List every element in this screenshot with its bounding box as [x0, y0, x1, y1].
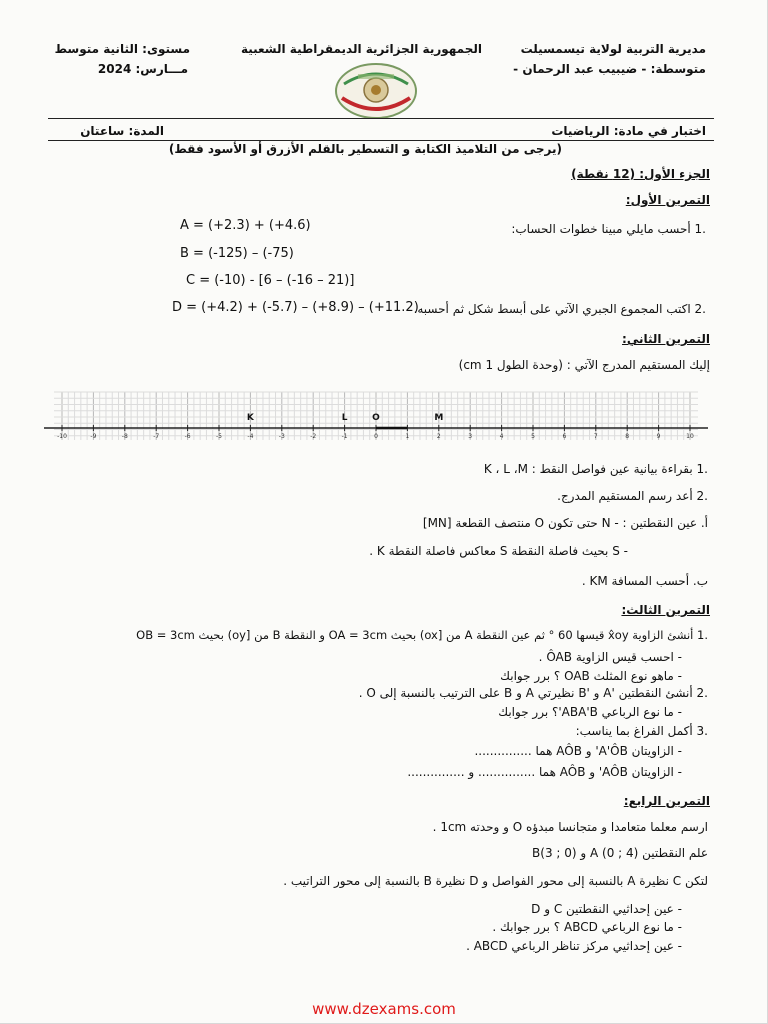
point-label-l: L: [341, 413, 348, 423]
axis-tick-label: -3: [278, 433, 285, 440]
axis-tick-label: -5: [216, 433, 222, 440]
ex2-intro: إليك المستقيم المدرج الآتي : (وحدة الطول 1 cm): [458, 358, 710, 372]
axis-tick-label: 0: [374, 433, 378, 440]
ex4-b2: - ما نوع الرباعي ABCD ؟ برر جوابك .: [492, 920, 682, 934]
header-divider-bottom: [48, 140, 714, 141]
point-label-m: M: [434, 413, 444, 423]
ex2-qa: أ. عين النقطتين : - N حتى تكون O منتصف القطعة [MN]: [422, 516, 708, 530]
ex2-title: التمرين الثاني:: [622, 332, 710, 346]
axis-tick-label: 9: [656, 433, 661, 440]
exam-duration: المدة: ساعتان: [80, 124, 164, 138]
directorate-line: مديرية التربية لولاية تيسمسيلت: [520, 42, 706, 56]
axis-tick-label: 2: [436, 433, 441, 440]
axis-tick-label: 8: [625, 433, 630, 440]
ex3-b4: - الزاويتان A'ÔB' و AÔB هما ...............: [474, 744, 682, 758]
ex4-l1: ارسم معلما متعامدا و متجانسا مبدؤه O و وحدته 1cm .: [432, 820, 708, 834]
ex3-b3: - ما نوع الرباعي ABA'B'؟ برر جوابك: [498, 705, 682, 719]
ministry-logo: [328, 60, 424, 122]
axis-tick-label: -2: [310, 433, 317, 440]
ex4-l2: علم النقطتين A (0 ; 4) و B(3 ; 0): [532, 846, 708, 860]
ex1-q2: .2 اكتب المجموع الجبري الآتي على أبسط شكل ثم أحسبه.: [413, 302, 706, 316]
axis-tick-label: 1: [405, 433, 410, 440]
point-label-o: O: [372, 413, 380, 423]
axis-tick-label: 3: [468, 433, 473, 440]
axis-tick-label: 10: [686, 433, 694, 440]
expr-B: B = (-125) – (-75): [180, 246, 294, 261]
axis-tick-label: -7: [153, 433, 160, 440]
ex2-q2: .2 أعد رسم المستقيم المدرج.: [557, 489, 708, 503]
ex3-q2: .2 أنشئ النقطتين 'A و 'B نظيرتي A و B على الترتيب بالنسبة إلى O .: [358, 686, 708, 700]
axis-tick-label: 7: [593, 433, 598, 440]
ex3-b1: - احسب قيس الزاوية ÔAB .: [538, 650, 682, 664]
ex4-b3: - عين إحداثيي مركز تناظر الرباعي ABCD .: [466, 939, 682, 953]
ex3-b5: - الزاويتان AÔB' و AÔB هما ............... و ...............: [407, 765, 682, 779]
axis-tick-label: -6: [184, 433, 191, 440]
ex4-l3: لتكن C نظيرة A بالنسبة إلى محور الفواصل و D نظيرة B بالنسبة إلى محور التراتيب .: [283, 874, 708, 888]
ex3-q1: .1 أنشئ الزاوية x̂oy قيسها 60 ° ثم عين النقطة A من [ox) بحيث OA = 3cm و النقطة B من [oy) بحيث OB = 3cm: [136, 628, 708, 642]
footer-site-link[interactable]: www.dzexams.com: [312, 1000, 456, 1018]
axis-tick-label: -10: [57, 433, 67, 440]
expr-C: C = (-10) - [6 – (-16 – 21)]: [186, 273, 355, 288]
ex1-title: التمرين الأول:: [625, 193, 710, 207]
header-divider-top: [48, 118, 714, 119]
axis-tick-label: 6: [562, 433, 567, 440]
ex2-qb: ب. أحسب المسافة KM .: [581, 574, 708, 588]
exam-subject: اختبار في مادة: الرياضيات: [551, 124, 706, 138]
ex2-q1: .1 بقراءة بيانية عين فواصل النقط : K ، L ،M: [483, 462, 708, 476]
ex4-b1: - عين إحداثيي النقطتين C و D: [531, 902, 682, 916]
date-line: مـــارس: 2024: [97, 62, 188, 76]
ex3-b2: - ماهو نوع المثلث OAB ؟ برر جوابك: [500, 669, 682, 683]
school-line: متوسطة: - ضيبيب عبد الرحمان -: [513, 62, 706, 76]
point-label-k: K: [246, 413, 254, 423]
ex2-qa2: - S بحيث فاصلة النقطة S معاكس فاصلة النقطة K .: [369, 544, 628, 558]
ex4-title: التمرين الرابع:: [623, 794, 710, 808]
axis-tick-label: -1: [341, 433, 348, 440]
part1-title: الجزء الأول: (12 نقطة): [571, 167, 710, 181]
axis-tick-label: -4: [247, 433, 254, 440]
expr-A: A = (+2.3) + (+4.6): [180, 218, 311, 233]
republic-title: الجمهورية الجزائرية الديمقراطية الشعبية: [240, 42, 482, 56]
expr-D: D = (+4.2) + (-5.7) – (+8.9) – (+11.2): [172, 300, 419, 315]
instruction-line: (يرجى من التلاميذ الكتابة و التسطير بالقلم الأزرق أو الأسود فقط): [168, 142, 562, 156]
ex3-title: التمرين الثالث:: [621, 603, 710, 617]
axis-tick-label: -9: [90, 433, 97, 440]
axis-tick-label: 5: [531, 433, 535, 440]
axis-tick-label: -8: [121, 433, 128, 440]
axis-tick-label: 4: [499, 433, 504, 440]
level-line: مستوى: الثانية متوسط: [54, 42, 190, 56]
number-line: [44, 388, 708, 448]
ex1-q1: .1 أحسب مايلي مبينا خطوات الحساب:: [511, 222, 706, 236]
ex3-q3: .3 أكمل الفراغ بما يناسب:: [575, 724, 708, 738]
